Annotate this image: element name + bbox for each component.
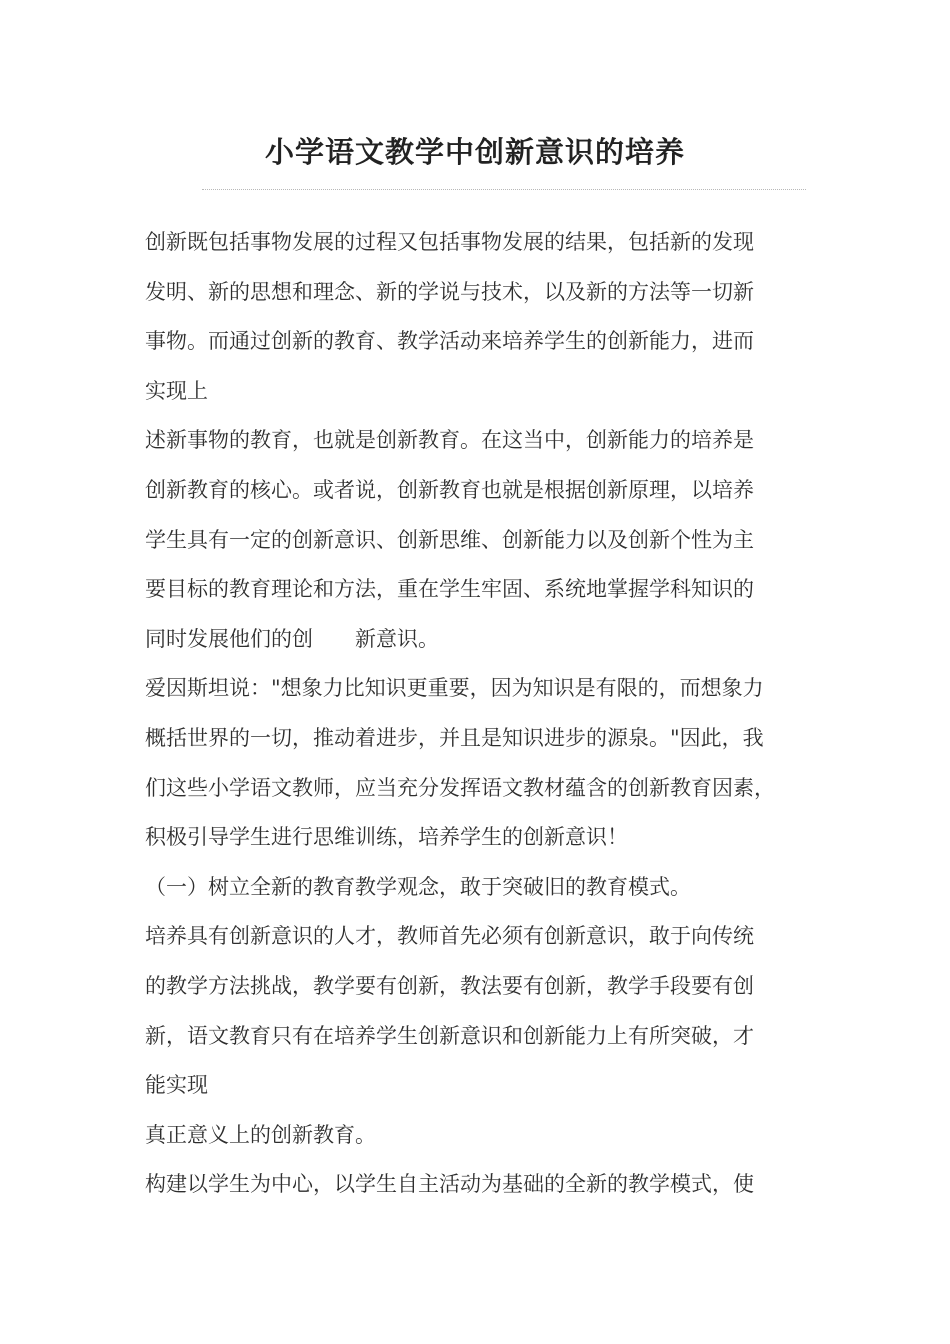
- text-line: 爱因斯坦说："想象力比知识更重要，因为知识是有限的，而想象力: [145, 676, 764, 701]
- text-line: 事物。而通过创新的教育、教学活动来培养学生的创新能力，进而: [145, 329, 754, 354]
- text-line: 述新事物的教育，也就是创新教育。在这当中，创新能力的培养是: [145, 428, 754, 453]
- document-body: [145, 218, 825, 1210]
- text-line: 创新既包括事物发展的过程又包括事物发展的结果，包括新的发现: [145, 230, 754, 254]
- text-line: 新，语文教育只有在培养学生创新意识和创新能力上有所突破，才: [145, 1023, 754, 1048]
- section-heading: （一）树立全新的教育教学观念，敢于突破旧的教育模式。: [145, 874, 691, 899]
- text-line: 培养具有创新意识的人才，教师首先必须有创新意识，敢于向传统: [145, 924, 754, 949]
- text-line: 发明、新的思想和理念、新的学说与技术，以及新的方法等一切新: [145, 279, 754, 304]
- text-line: 要目标的教育理论和方法，重在学生牢固、系统地掌握学科知识的: [145, 577, 754, 602]
- text-line: 创新教育的核心。或者说，创新教育也就是根据创新原理，以培养: [145, 477, 754, 502]
- text-line: 构建以学生为中心，以学生自主活动为基础的全新的教学模式，使: [145, 1172, 754, 1197]
- document-title: 小学语文教学中创新意识的培养: [264, 135, 685, 169]
- text-line: 真正意义上的创新教育。: [145, 1122, 376, 1147]
- title-divider: [202, 189, 806, 190]
- text-line: 们这些小学语文教师，应当充分发挥语文教材蕴含的创新教育因素，: [145, 775, 775, 800]
- text-line: 概括世界的一切，推动着进步，并且是知识进步的源泉。"因此，我: [145, 725, 764, 750]
- text-line: 学生具有一定的创新意识、创新思维、创新能力以及创新个性为主: [145, 527, 754, 552]
- text-line: 积极引导学生进行思维训练，培养学生的创新意识！: [145, 825, 628, 850]
- text-line: 的教学方法挑战，教学要有创新，教法要有创新，教学手段要有创: [145, 973, 754, 998]
- text-line: 同时发展他们的创 新意识。: [145, 626, 439, 651]
- text-line: 能实现: [145, 1073, 208, 1098]
- text-line: 实现上: [145, 378, 208, 403]
